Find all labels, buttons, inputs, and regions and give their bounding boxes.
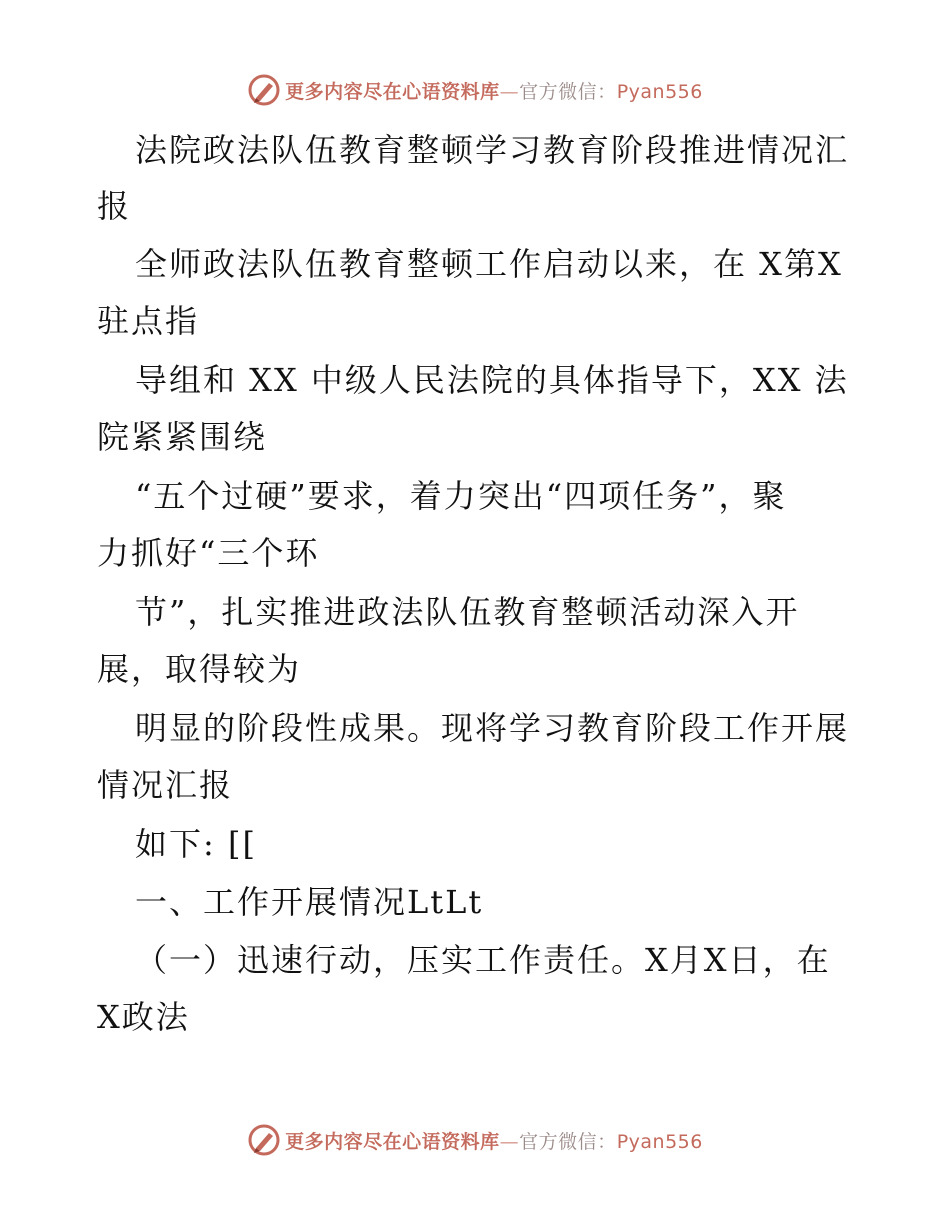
watermark-dash: —: [499, 1130, 520, 1153]
watermark-wechat-label: 官方微信：: [519, 1130, 617, 1153]
text-line: （一）迅速行动，压实工作责任。X月X日，在: [135, 941, 831, 979]
pen-logo-icon: [247, 1123, 281, 1157]
text-line: 节”，扎实推进政法队伍教育整顿活动深入开: [135, 593, 800, 631]
text-line: 导组和 XX 中级人民法院的具体指导下，XX 法: [135, 361, 849, 399]
watermark-wechat-label: 官方微信：: [519, 80, 617, 103]
watermark-wechat-id: Pyan556: [616, 80, 703, 103]
watermark-header: [0, 70, 950, 110]
text-line: 报: [97, 187, 132, 225]
text-line: X政法: [97, 998, 190, 1036]
text-line: 全师政法队伍教育整顿工作启动以来，在 X第X: [135, 245, 843, 283]
watermark-dash: —: [499, 80, 520, 103]
watermark-main: 更多内容尽在心语资料库: [285, 1130, 500, 1153]
watermark-text: [285, 1127, 703, 1154]
text-line: 展，取得较为: [97, 650, 302, 688]
text-line: 院紧紧围绕: [97, 418, 268, 456]
text-line: “五个过硬”要求，着力突出“四项任务”，聚: [135, 477, 787, 515]
text-line: 情况汇报: [97, 766, 234, 804]
text-line: 法院政法队伍教育整顿学习教育阶段推进情况汇: [135, 131, 850, 169]
watermark-main: 更多内容尽在心语资料库: [285, 80, 500, 103]
pen-logo-icon: [247, 73, 281, 107]
watermark-text: [285, 77, 703, 104]
text-line: 明显的阶段性成果。现将学习教育阶段工作开展: [135, 709, 850, 747]
text-line: 驻点指: [97, 302, 200, 340]
section-heading: 一、工作开展情况LtLt: [135, 883, 484, 921]
text-line: 如下: [[: [135, 825, 257, 863]
watermark-wechat-id: Pyan556: [616, 1130, 703, 1153]
text-line: 力抓好“三个环: [97, 534, 320, 572]
watermark-footer: [0, 1120, 950, 1160]
